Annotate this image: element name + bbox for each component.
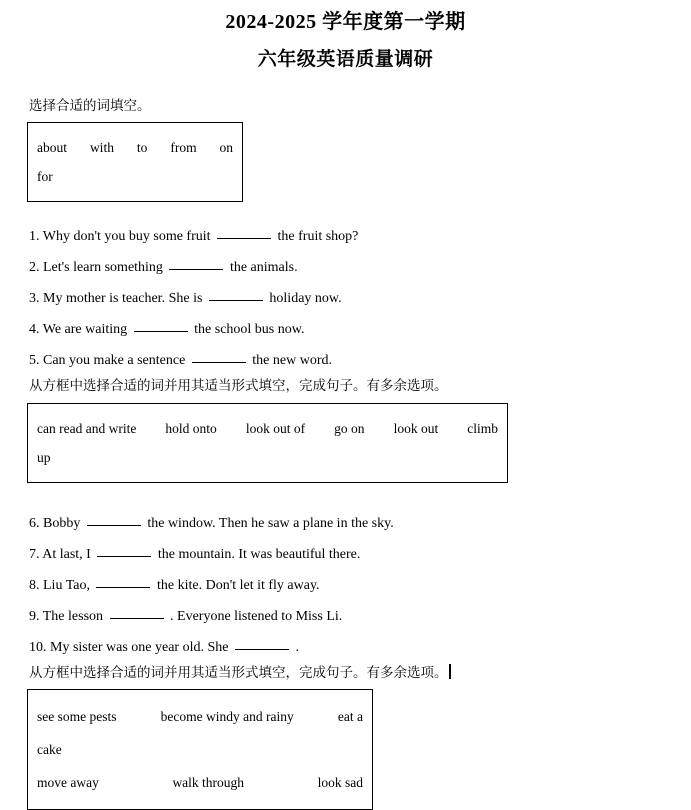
question-number: 10.	[29, 640, 47, 655]
question-item	[29, 601, 691, 632]
word-bank-item: from	[170, 140, 197, 155]
word-bank-item: go on	[334, 421, 365, 436]
question-item	[29, 632, 691, 663]
question-item	[29, 345, 691, 376]
question-text-after: holiday now.	[269, 291, 342, 306]
question-item	[29, 283, 691, 314]
section-3-instruction	[29, 663, 691, 683]
word-bank-row	[37, 162, 233, 191]
question-text-before: My mother is teacher. She is	[43, 291, 203, 306]
word-bank-item: for	[37, 169, 53, 184]
word-bank-row	[37, 133, 233, 162]
question-number: 3.	[29, 291, 40, 306]
answer-blank[interactable]	[97, 544, 151, 557]
word-bank-item: move away	[37, 775, 99, 790]
answer-blank[interactable]	[96, 575, 150, 588]
question-item	[29, 508, 691, 539]
answer-blank[interactable]	[134, 319, 188, 332]
question-text-before: Can you make a sentence	[43, 353, 186, 368]
question-text-after: the school bus now.	[194, 322, 305, 337]
question-text-after: the mountain. It was beautiful there.	[157, 547, 361, 562]
word-bank-item: climb	[467, 421, 498, 436]
question-list-2	[29, 508, 691, 663]
question-text-before: Liu Tao,	[43, 578, 90, 593]
question-item	[29, 539, 691, 570]
word-bank-item: look out of	[245, 421, 306, 436]
word-bank-item: eat a	[337, 709, 363, 724]
word-bank-item: with	[89, 140, 114, 155]
question-text-after: the animals.	[229, 260, 298, 275]
word-bank-box-3	[27, 689, 373, 810]
word-bank-item: can read and write	[37, 421, 137, 436]
word-bank-row	[37, 700, 363, 733]
question-number: 4.	[29, 322, 40, 337]
word-bank-item: up	[37, 450, 51, 465]
word-bank-row	[37, 443, 498, 472]
question-text-before: Why don't you buy some fruit	[42, 229, 211, 244]
answer-blank[interactable]	[235, 637, 289, 650]
question-number: 8.	[29, 578, 40, 593]
word-bank-box-2	[27, 403, 508, 483]
question-text-after: the window. Then he saw a plane in the sky.	[147, 516, 394, 531]
section-1-instruction: 选择合适的词填空。	[29, 98, 151, 114]
question-text-before: We are waiting	[42, 322, 128, 337]
question-item	[29, 314, 691, 345]
section-2-instruction: 从方框中选择合适的词并用其适当形式填空，完成句子。有多余选项。	[29, 378, 448, 394]
word-bank-item: look out	[393, 421, 439, 436]
answer-blank[interactable]	[192, 350, 246, 363]
question-text-after: the kite. Don't let it fly away.	[156, 578, 320, 593]
word-bank-row	[37, 766, 363, 799]
question-text-after: .	[295, 640, 299, 655]
word-bank-box-1	[27, 122, 243, 202]
question-number: 1.	[29, 229, 40, 244]
question-number: 5.	[29, 353, 40, 368]
question-number: 2.	[29, 260, 40, 275]
document-title-line-2: 六年级英语质量调研	[257, 49, 434, 70]
word-bank-item: become windy and rainy	[160, 709, 294, 724]
word-bank-row	[37, 733, 363, 766]
question-text-after: the fruit shop?	[277, 229, 359, 244]
question-item	[29, 252, 691, 283]
question-list-1	[29, 221, 691, 376]
section-3-instruction-text: 从方框中选择合适的词并用其适当形式填空，完成句子。有多余选项。	[29, 665, 448, 681]
text-cursor	[449, 664, 451, 679]
question-number: 7.	[29, 547, 40, 562]
question-text-before: At last, I	[42, 547, 91, 562]
question-number: 6.	[29, 516, 40, 531]
word-bank-row	[37, 414, 498, 443]
word-bank-item: see some pests	[37, 709, 117, 724]
question-number: 9.	[29, 609, 40, 624]
answer-blank[interactable]	[209, 288, 263, 301]
word-bank-item: look sad	[317, 775, 363, 790]
question-text-before: My sister was one year old. She	[50, 640, 229, 655]
answer-blank[interactable]	[87, 513, 141, 526]
word-bank-item: walk through	[172, 775, 245, 790]
word-bank-item: on	[219, 140, 233, 155]
question-text-before: Let's learn something	[43, 260, 163, 275]
word-bank-item: cake	[37, 742, 62, 757]
word-bank-item: to	[136, 140, 148, 155]
question-item	[29, 570, 691, 601]
word-bank-item: hold onto	[165, 421, 217, 436]
answer-blank[interactable]	[110, 606, 164, 619]
answer-blank[interactable]	[169, 257, 223, 270]
question-text-after: the new word.	[252, 353, 332, 368]
question-item	[29, 221, 691, 252]
word-bank-item: about	[37, 140, 67, 155]
question-text-after: . Everyone listened to Miss Li.	[170, 609, 343, 624]
question-text-before: Bobby	[43, 516, 81, 531]
answer-blank[interactable]	[217, 226, 271, 239]
document-title-line-1: 2024-2025 学年度第一学期	[225, 11, 466, 33]
question-text-before: The lesson	[42, 609, 104, 624]
